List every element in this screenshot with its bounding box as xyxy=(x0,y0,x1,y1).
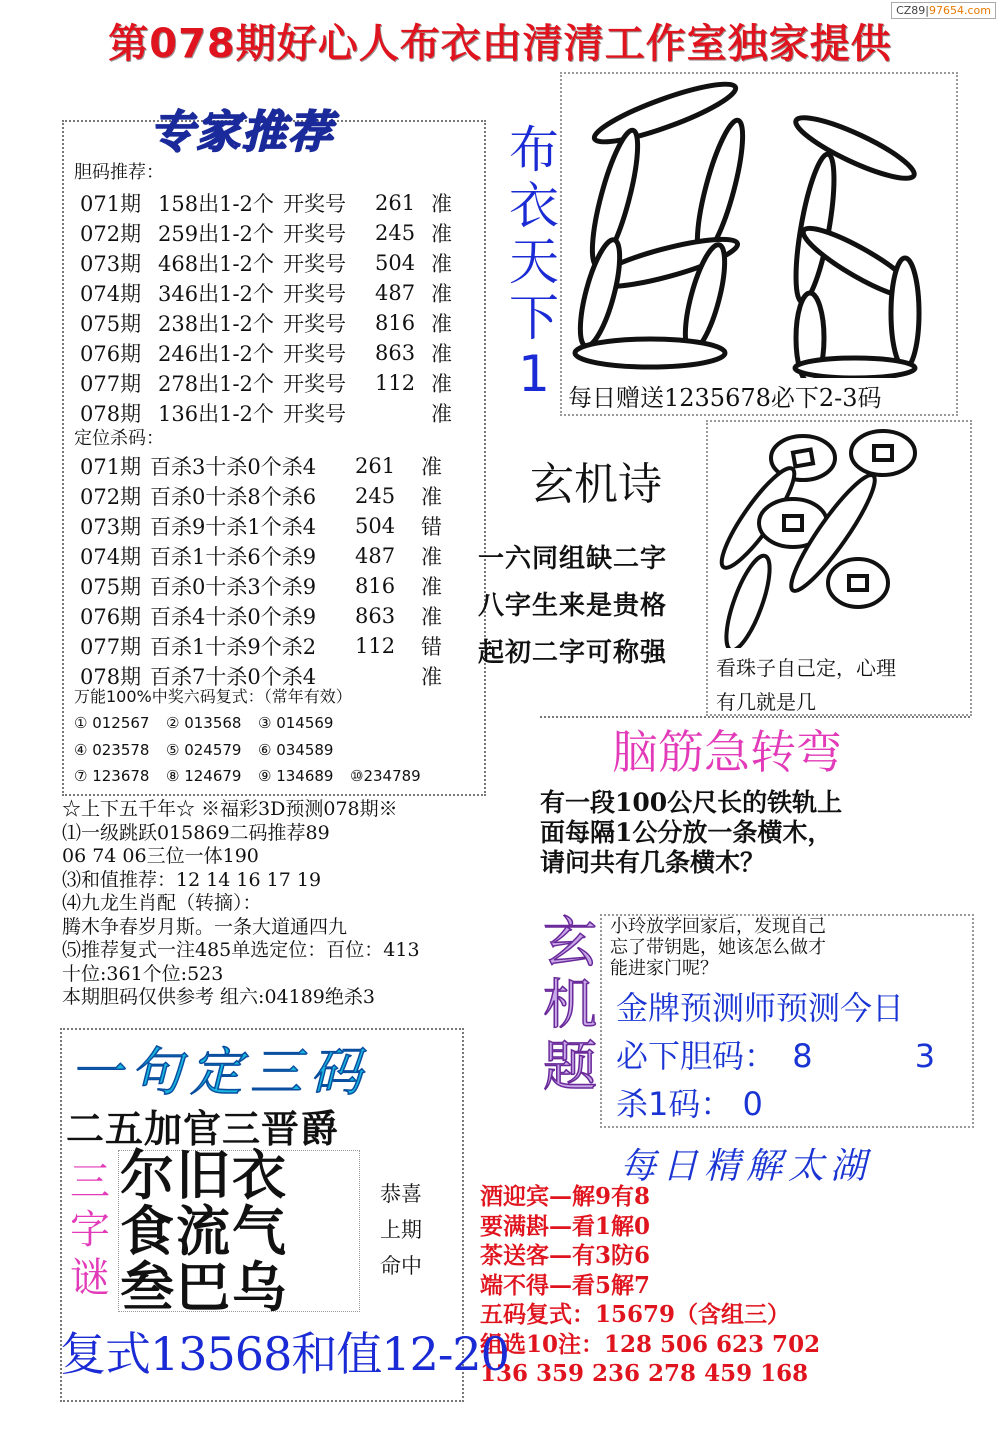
taihu-line: 136 359 236 278 459 168 xyxy=(480,1360,809,1387)
xuanji-title-char: 玄 xyxy=(543,911,597,974)
kill-one-row xyxy=(616,1080,763,1128)
dan-pick: 238出1-2个 xyxy=(158,312,274,336)
six-code-grid xyxy=(74,710,460,790)
dan-row xyxy=(80,278,461,308)
kill-pick: 百杀0十杀3个杀9 xyxy=(150,575,317,599)
dan-label: 开奖号 xyxy=(283,222,346,246)
kill-issue: 077期 xyxy=(80,635,142,659)
dan-num: 863 xyxy=(375,341,416,365)
dan-result: 准 xyxy=(431,192,452,216)
six-code-item: ⑤ 024579 xyxy=(166,740,242,759)
dan-result: 准 xyxy=(431,312,452,336)
six-code-row xyxy=(74,737,460,764)
dan-pick: 468出1-2个 xyxy=(158,252,274,276)
riddle-words xyxy=(120,1144,288,1319)
taihu-line: 组选10注：128 506 623 702 xyxy=(480,1330,821,1358)
dan-issue: 076期 xyxy=(80,342,142,366)
dan-pick: 158出1-2个 xyxy=(158,192,274,216)
dan-issue: 077期 xyxy=(80,372,142,396)
taihu-line: 端不得—看5解7 xyxy=(480,1271,651,1299)
riddle-word: 食流气 xyxy=(120,1200,288,1263)
side-char: 字 xyxy=(70,1207,110,1253)
fushi-line: 复式13568和值12-20 xyxy=(60,1327,509,1381)
forecast-line: 本期胆码仅供参考 组六:04189绝杀3 xyxy=(62,986,375,1008)
kill-result: 准 xyxy=(421,665,442,689)
kill-one-value: 0 xyxy=(742,1085,763,1123)
six-code-row xyxy=(74,710,460,737)
taihu-lines xyxy=(480,1182,820,1389)
kill-row xyxy=(80,601,451,631)
brain-line: 请问共有几条横木？ xyxy=(540,848,766,877)
kill-result: 准 xyxy=(421,605,442,629)
dan-row xyxy=(80,308,461,338)
kill-issue: 075期 xyxy=(80,575,142,599)
forecast-line: 06 74 06三位一体190 xyxy=(62,845,259,867)
dan-num: 816 xyxy=(375,311,416,335)
dan-num xyxy=(375,398,431,428)
buyi-char: 天 xyxy=(509,233,559,291)
dan-row xyxy=(80,338,461,368)
kill-issue: 071期 xyxy=(80,455,142,479)
six-code-item: ③ 014569 xyxy=(258,714,334,732)
kill-label: 定位杀码： xyxy=(74,428,164,449)
six-code-item: ⑦ 123678 xyxy=(74,767,150,785)
riddle-word: 叁巴乌 xyxy=(120,1256,288,1319)
kill-row xyxy=(80,571,451,601)
forecast-line: ☆上下五千年☆ ※福彩3D预测078期※ xyxy=(62,798,398,820)
buyi-char: 1 xyxy=(518,345,550,403)
must-dan-row xyxy=(616,1032,935,1080)
congrats-block xyxy=(380,1176,422,1284)
forecast-line: ⑷九龙生肖配（转摘）： xyxy=(62,892,262,914)
side-char: 谜 xyxy=(70,1255,110,1301)
dan-result: 准 xyxy=(431,402,452,426)
kill-pick: 百杀0十杀8个杀6 xyxy=(150,485,317,509)
dan-label: 开奖号 xyxy=(283,312,346,336)
dan-table xyxy=(80,188,461,428)
xuanji-vertical-title xyxy=(535,912,605,1098)
buyi-char: 衣 xyxy=(509,177,559,235)
brain-line: 有一段100公尺长的铁轨上 xyxy=(540,788,843,817)
dan-result: 准 xyxy=(431,252,452,276)
kill-result: 准 xyxy=(421,545,442,569)
page-title: 第078期好心人布衣由清清工作室独家提供 xyxy=(108,21,892,67)
xuanji-title-char: 机 xyxy=(543,973,597,1036)
dan-num: 261 xyxy=(375,191,416,215)
poem-line: 起初二字可称强 xyxy=(478,638,668,668)
dan-num: 245 xyxy=(375,221,416,245)
dan-num: 487 xyxy=(375,281,416,305)
brain-lines xyxy=(540,788,842,878)
yiju-title: 一句定三码 xyxy=(70,1043,371,1103)
dan-label: 胆码推荐： xyxy=(74,162,164,183)
xuanji-question-line: 忘了带钥匙，她该怎么做才 xyxy=(610,937,826,958)
six-code-row xyxy=(74,763,460,790)
watermark-prefix: CZ89 xyxy=(896,4,926,17)
expert-title: 专家推荐 xyxy=(150,107,334,158)
kill-row xyxy=(80,511,451,541)
dan-pick: 278出1-2个 xyxy=(158,372,274,396)
xuanji-title-char: 题 xyxy=(543,1035,597,1098)
dan-issue: 072期 xyxy=(80,222,142,246)
must-dan-label: 必下胆码： xyxy=(616,1037,777,1075)
dan-label: 开奖号 xyxy=(283,402,346,426)
kill-pick: 百杀1十杀6个杀9 xyxy=(150,545,317,569)
buyi-char: 布 xyxy=(509,121,559,179)
congrats-line: 恭喜 xyxy=(380,1182,422,1206)
dan-label: 开奖号 xyxy=(283,252,346,276)
site-watermark: CZ89|97654.com xyxy=(891,2,996,19)
must-dan-1: 8 xyxy=(792,1037,813,1075)
kill-num: 863 xyxy=(355,604,396,628)
dan-label: 开奖号 xyxy=(283,372,346,396)
kill-result: 错 xyxy=(421,515,442,539)
dan-row xyxy=(80,218,461,248)
dan-issue: 073期 xyxy=(80,252,142,276)
poem-note-2: 有几就是几 xyxy=(716,690,816,714)
riddle-word: 尔旧衣 xyxy=(120,1144,288,1207)
kill-num: 504 xyxy=(355,514,396,538)
kill-num: 261 xyxy=(355,454,396,478)
poem-line: 八字生来是贵格 xyxy=(478,591,668,621)
dan-pick: 259出1-2个 xyxy=(158,222,274,246)
poem-line: 一六同组缺二字 xyxy=(478,544,668,574)
brain-title: 脑筋急转弯 xyxy=(612,725,842,779)
dan-row xyxy=(80,188,461,218)
kill-issue: 072期 xyxy=(80,485,142,509)
brain-line: 面每隔1公分放一条横木， xyxy=(540,818,833,847)
dan-issue: 078期 xyxy=(80,402,142,426)
must-dan-2: 3 xyxy=(914,1037,936,1075)
kill-issue: 074期 xyxy=(80,545,142,569)
kill-pick: 百杀4十杀0个杀9 xyxy=(150,605,317,629)
kill-result: 准 xyxy=(421,455,442,479)
kill-issue: 076期 xyxy=(80,605,142,629)
xuanji-question xyxy=(610,916,826,979)
taihu-line: 五码复式：15679（含组三） xyxy=(480,1301,791,1328)
six-code-item: ⑧ 124679 xyxy=(166,767,242,785)
six-code-item: ① 012567 xyxy=(74,714,150,732)
dan-result: 准 xyxy=(431,342,452,366)
kill-pick: 百杀3十杀0个杀4 xyxy=(150,455,317,479)
dan-result: 准 xyxy=(431,372,452,396)
six-code-item: ⑥ 034589 xyxy=(258,740,334,759)
kill-row xyxy=(80,541,451,571)
forecast-block xyxy=(62,798,420,1010)
dan-label: 开奖号 xyxy=(283,282,346,306)
congrats-line: 命中 xyxy=(380,1254,422,1278)
side-char: 三 xyxy=(70,1159,110,1205)
kill-row xyxy=(80,451,451,481)
buyi-daily-text: 每日赠送1235678必下2-3码 xyxy=(568,384,882,412)
kill-table xyxy=(80,451,451,691)
dan-pick: 246出1-2个 xyxy=(158,342,274,366)
dan-pick: 136出1-2个 xyxy=(158,402,274,426)
dan-issue: 071期 xyxy=(80,192,142,216)
buyi-char: 下 xyxy=(509,289,559,347)
forecast-line: 十位:361个位:523 xyxy=(62,962,224,985)
taihu-title: 每日精解太湖 xyxy=(620,1146,873,1187)
kill-num: 816 xyxy=(355,574,396,598)
kill-num: 245 xyxy=(355,484,396,508)
taihu-line: 酒迎宾—解9有8 xyxy=(480,1183,651,1210)
poem-lines xyxy=(478,536,667,677)
dan-result: 准 xyxy=(431,282,452,306)
coins-illustration xyxy=(708,418,928,648)
kill-result: 错 xyxy=(421,635,442,659)
kill-pick: 百杀9十杀1个杀4 xyxy=(150,515,317,539)
six-code-item: ② 013568 xyxy=(166,714,242,732)
xuanji-question-line: 能进家门呢？ xyxy=(610,958,718,979)
kill-one-label: 杀1码： xyxy=(616,1085,733,1123)
six-code-item: ⑨ 134689 xyxy=(258,767,334,785)
six-code-item: ⑩234789 xyxy=(350,767,421,785)
number-86-illustration xyxy=(570,78,950,378)
dan-num: 112 xyxy=(375,371,416,395)
taihu-line: 要满斟—看1解0 xyxy=(480,1212,651,1240)
kill-issue: 073期 xyxy=(80,515,142,539)
yiju-riddle: 二五加官三晋爵 xyxy=(66,1107,340,1151)
kill-issue: 078期 xyxy=(80,665,142,689)
dan-num: 504 xyxy=(375,251,416,275)
kill-num: 112 xyxy=(355,634,396,658)
dan-issue: 074期 xyxy=(80,282,142,306)
kill-result: 准 xyxy=(421,575,442,599)
six-code-item: ④ 023578 xyxy=(74,740,150,759)
dan-issue: 075期 xyxy=(80,312,142,336)
kill-pick: 百杀1十杀9个杀2 xyxy=(150,635,317,659)
poem-title: 玄机诗 xyxy=(530,459,662,510)
dan-label: 开奖号 xyxy=(283,342,346,366)
kill-result: 准 xyxy=(421,485,442,509)
forecast-line: ⑶和值推荐：12 14 16 17 19 xyxy=(62,868,322,891)
kill-row xyxy=(80,481,451,511)
congrats-line: 上期 xyxy=(380,1218,422,1242)
dan-row xyxy=(80,368,461,398)
forecast-line: ⑴一级跳跃015869二码推荐89 xyxy=(62,821,330,844)
dan-result: 准 xyxy=(431,222,452,246)
kill-num: 487 xyxy=(355,544,396,568)
taihu-line: 茶送客—有3防6 xyxy=(480,1242,651,1269)
dan-pick: 346出1-2个 xyxy=(158,282,274,306)
forecast-line: ⑸推荐复式一注485单选定位：百位：413 xyxy=(62,939,420,961)
gold-predict-title: 金牌预测师预测今日 xyxy=(616,989,905,1027)
kill-row xyxy=(80,631,451,661)
kill-pick: 百杀7十杀0个杀4 xyxy=(150,665,317,689)
xuanji-question-line: 小玲放学回家后，发现自己 xyxy=(610,916,826,937)
forecast-line: 腾木争春岁月斯。一条大道通四九 xyxy=(62,915,348,938)
dan-label: 开奖号 xyxy=(283,192,346,216)
poem-note-1: 看珠子自己定，心理 xyxy=(716,656,896,680)
six-code-label: 万能100%中奖六码复式：（常年有效） xyxy=(74,687,352,706)
kill-num xyxy=(355,661,421,691)
dan-row xyxy=(80,248,461,278)
watermark-site: 97654.com xyxy=(929,4,991,17)
three-char-riddle-label xyxy=(64,1158,116,1302)
